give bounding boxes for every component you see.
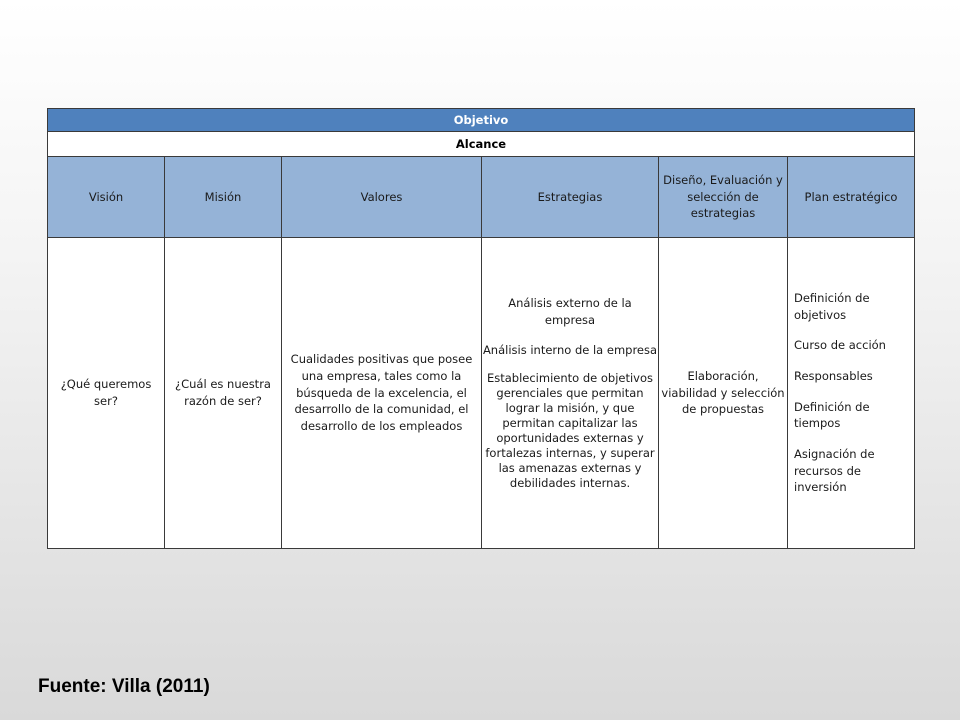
- header-mision: Misión: [165, 157, 282, 238]
- plan-item: Responsables: [794, 368, 873, 383]
- estrategia-item: Análisis interno de la empresa: [482, 342, 658, 357]
- strategy-table: [47, 108, 915, 549]
- content-row: [48, 238, 915, 549]
- objetivo-cell: Objetivo: [48, 109, 915, 132]
- mision-cell: [165, 238, 282, 549]
- diseno-text: Elaboración, viabilidad y selección de propuestas: [661, 368, 785, 417]
- estrategia-item: Establecimiento de objetivos gerenciales que permitan lograr la misión, y que permitan capitalizar las oportunidades externas y fortalezas internas, y superar las amenazas externas y debilidades internas.: [485, 371, 655, 490]
- plan-cell: [788, 238, 915, 549]
- valores-text: Cualidades positivas que posee una empresa, tales como la búsqueda de la excelencia, el desarrollo de la comunidad, el desarrollo de los empleados: [290, 352, 473, 433]
- plan-item: Curso de acción: [794, 338, 886, 353]
- objetivo-row: [48, 109, 915, 132]
- header-vision: Visión: [48, 157, 165, 238]
- valores-cell: [282, 238, 482, 549]
- mision-text: ¿Cuál es nuestra razón de ser?: [175, 377, 271, 408]
- header-valores: Valores: [282, 157, 482, 238]
- plan-item: Asignación de recursos de inversión: [794, 447, 875, 495]
- header-estrategias: Estrategias: [482, 157, 659, 238]
- vision-text: ¿Qué queremos ser?: [60, 377, 152, 408]
- plan-item: Definición de tiempos: [794, 399, 870, 431]
- estrategias-cell: [482, 238, 659, 549]
- header-row: [48, 157, 915, 238]
- header-diseno: Diseño, Evaluación y selección de estrategias: [659, 157, 788, 238]
- vision-cell: [48, 238, 165, 549]
- diseno-cell: [659, 238, 788, 549]
- source-caption: Fuente: Villa (2011): [38, 676, 210, 697]
- plan-item: Definición de objetivos: [794, 290, 870, 322]
- estrategia-item: Análisis externo de la empresa: [508, 296, 632, 327]
- header-plan-estrategico: Plan estratégico: [788, 157, 915, 238]
- alcance-row: [48, 132, 915, 157]
- alcance-cell: Alcance: [48, 132, 915, 157]
